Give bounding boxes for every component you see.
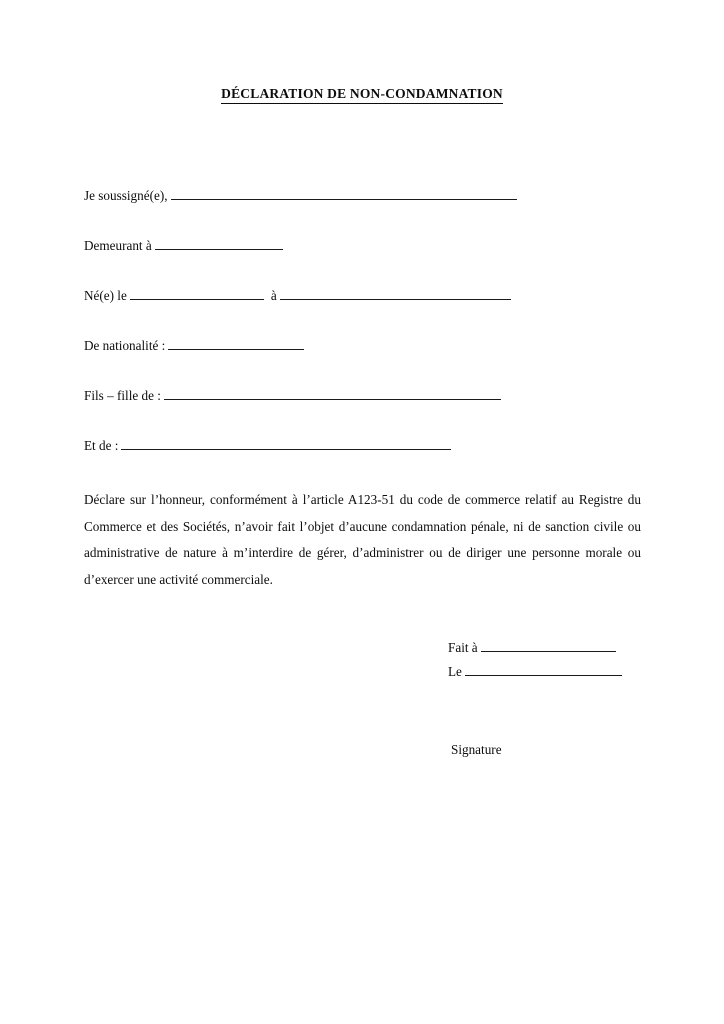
declaration-text: Déclare sur l’honneur, conformément à l’article A123-51 du code de commerce relatif au Registre du Commerce et des Sociétés, n’avoir fait l’objet d’aucune condamnation pénale, ni de sanction civile ou administrative de nature à m’interdire de gérer, d’administrer ou de diriger une personne morale ou d’exercer une activité commerciale.: [84, 492, 641, 587]
field-row-nationalite: [84, 337, 644, 387]
signature-row-date: [448, 663, 678, 687]
field-row-soussigne: [84, 187, 644, 237]
field-row-demeurant: [84, 237, 644, 287]
field-label-ne-le: Né(e) le: [84, 288, 127, 303]
field-row-fils-fille: [84, 387, 644, 437]
field-label-soussigne: Je soussigné(e),: [84, 188, 168, 203]
field-blank-demeurant[interactable]: [155, 237, 283, 250]
field-label-lieu-separator: à: [270, 288, 277, 303]
field-row-et-de: [84, 437, 644, 487]
field-row-naissance: [84, 287, 644, 337]
declaration-paragraph: [84, 487, 641, 593]
form-fields: [84, 187, 644, 487]
page-title: [0, 86, 724, 104]
field-label-nationalite: De nationalité :: [84, 338, 166, 353]
field-blank-nationalite[interactable]: [168, 337, 304, 350]
field-blank-et-de[interactable]: [121, 437, 451, 450]
field-blank-lieu-naissance[interactable]: [280, 287, 511, 300]
field-blank-fils-fille[interactable]: [164, 387, 501, 400]
signature-label: Signature: [451, 742, 502, 757]
field-label-demeurant: Demeurant à: [84, 238, 152, 253]
field-blank-date-naissance[interactable]: [130, 287, 264, 300]
page-title-text: DÉCLARATION DE NON-CONDAMNATION: [221, 86, 503, 104]
field-label-et-de: Et de :: [84, 438, 119, 453]
signature-label-place: Fait à: [448, 640, 478, 655]
signature-row-place: [448, 639, 678, 663]
signature-blank-place[interactable]: [481, 639, 616, 652]
signature-block: [448, 639, 678, 687]
signature-blank-date[interactable]: [465, 663, 622, 676]
signature-label-date: Le: [448, 664, 462, 679]
field-label-fils-fille: Fils – fille de :: [84, 388, 161, 403]
field-blank-soussigne[interactable]: [171, 187, 517, 200]
